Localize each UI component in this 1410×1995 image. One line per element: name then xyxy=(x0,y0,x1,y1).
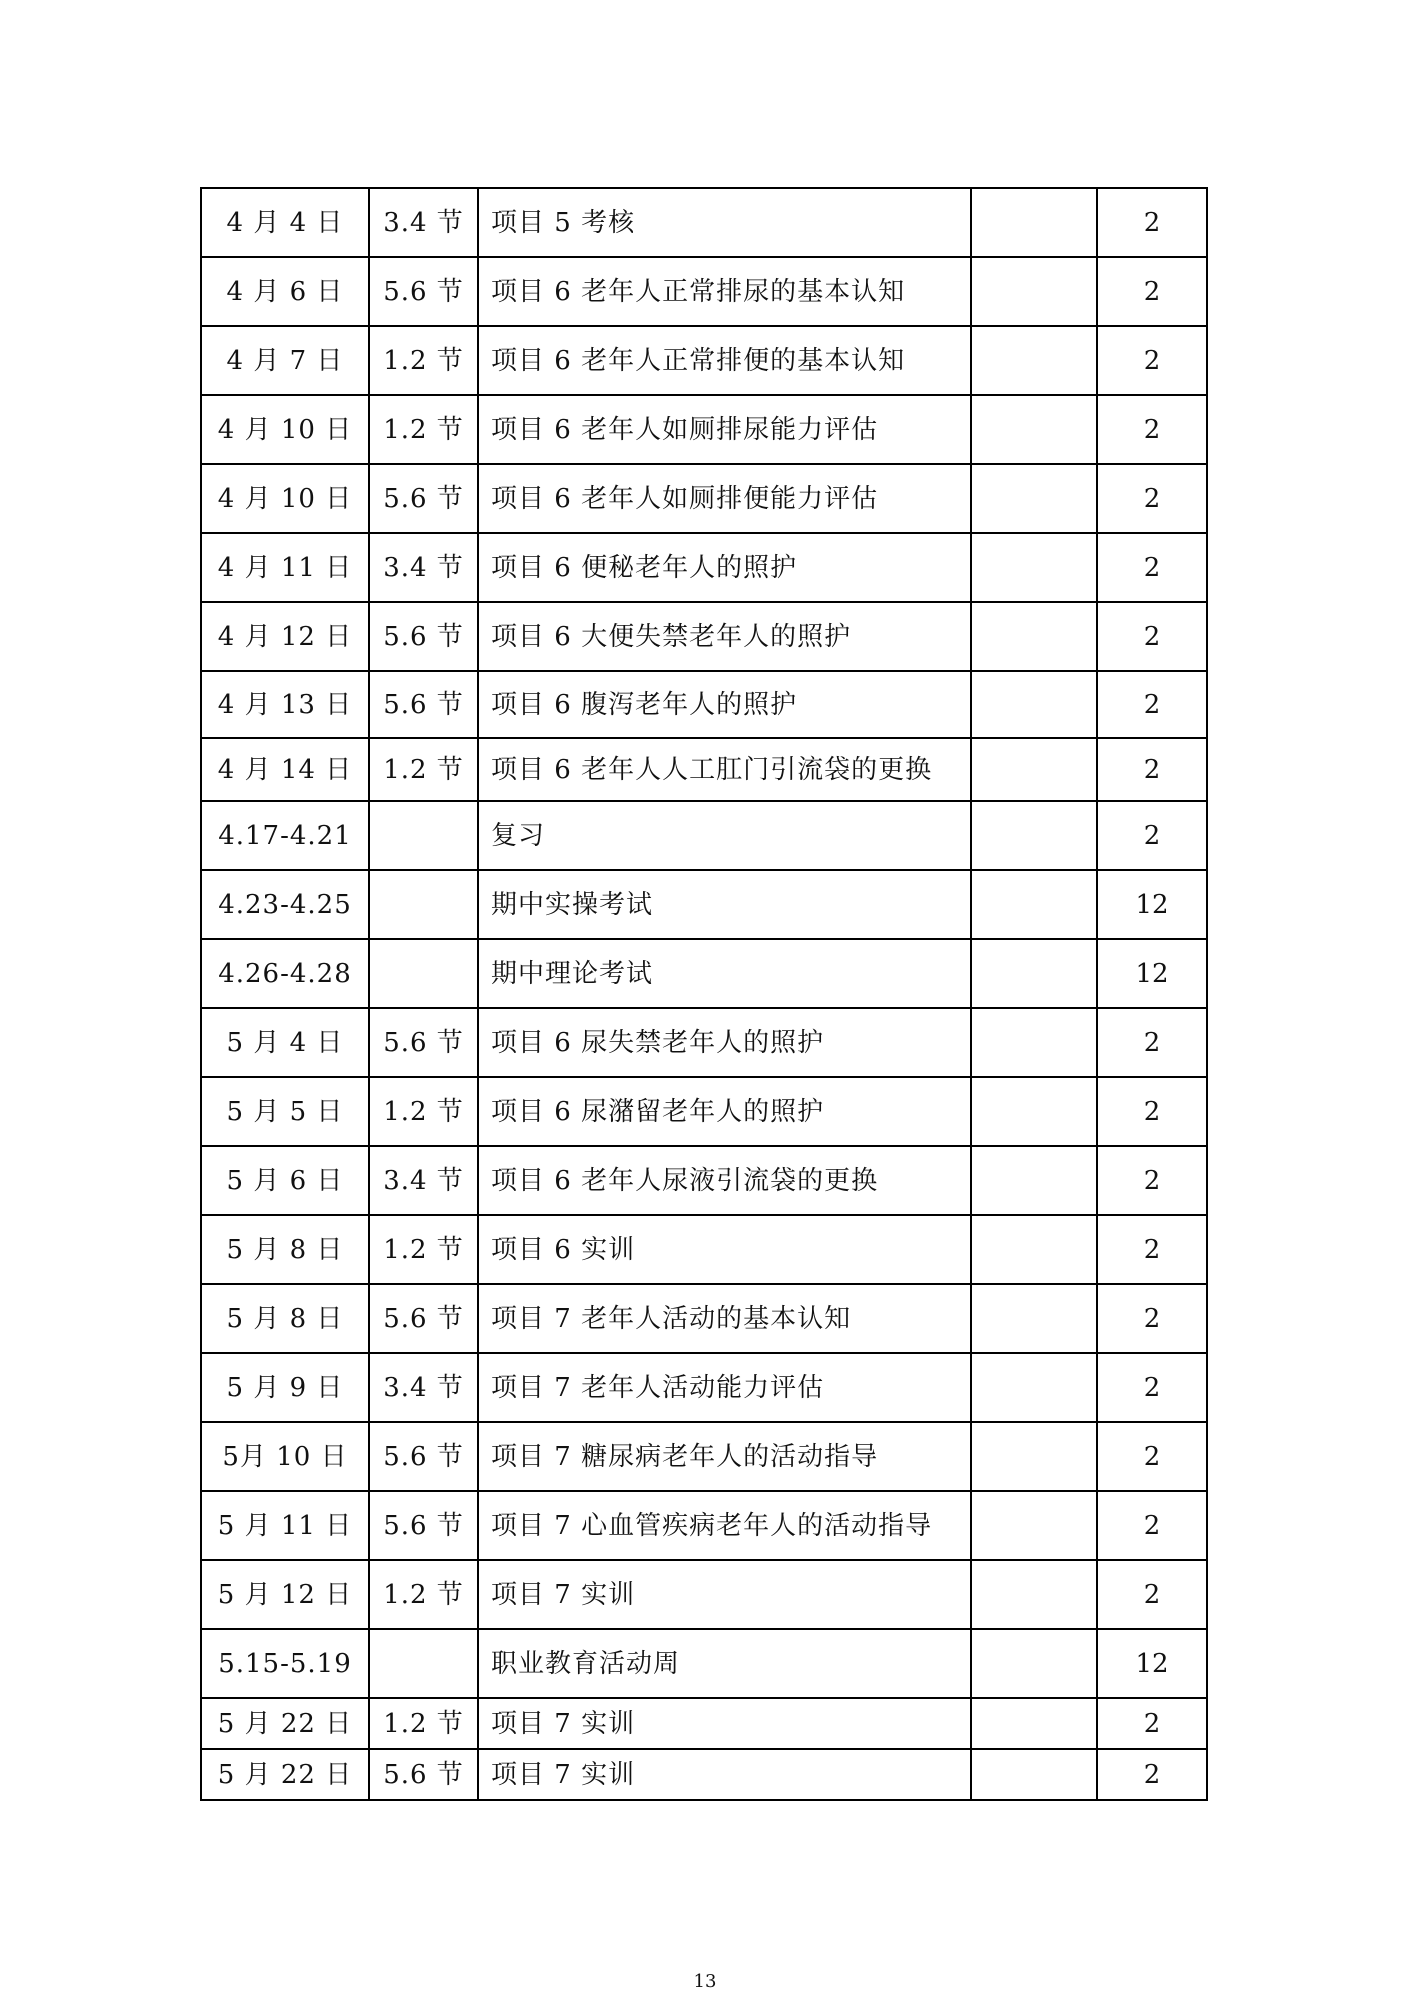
note-cell xyxy=(971,326,1097,395)
table-row xyxy=(201,1698,1207,1749)
content-cell: 项目 6 老年人人工肛门引流袋的更换 xyxy=(478,738,971,801)
note-cell xyxy=(971,533,1097,602)
period-cell: 5.6 节 xyxy=(369,602,478,671)
table-row xyxy=(201,1749,1207,1800)
period-cell: 1.2 节 xyxy=(369,1077,478,1146)
period-cell: 3.4 节 xyxy=(369,1353,478,1422)
content-cell: 项目 6 尿潴留老年人的照护 xyxy=(478,1077,971,1146)
content-cell: 项目 6 老年人如厕排便能力评估 xyxy=(478,464,971,533)
hours-cell: 2 xyxy=(1097,1560,1207,1629)
table-row xyxy=(201,1146,1207,1215)
hours-cell: 2 xyxy=(1097,1008,1207,1077)
table-row xyxy=(201,738,1207,801)
period-cell: 5.6 节 xyxy=(369,671,478,738)
content-cell: 职业教育活动周 xyxy=(478,1629,971,1698)
date-cell: 5 月 12 日 xyxy=(201,1560,369,1629)
date-cell: 4.26-4.28 xyxy=(201,939,369,1008)
period-cell: 5.6 节 xyxy=(369,1284,478,1353)
note-cell xyxy=(971,602,1097,671)
table-row xyxy=(201,533,1207,602)
hours-cell: 2 xyxy=(1097,257,1207,326)
note-cell xyxy=(971,1749,1097,1800)
content-cell: 项目 7 实训 xyxy=(478,1749,971,1800)
date-cell: 5 月 11 日 xyxy=(201,1491,369,1560)
content-cell: 项目 6 老年人如厕排尿能力评估 xyxy=(478,395,971,464)
period-cell: 1.2 节 xyxy=(369,1698,478,1749)
note-cell xyxy=(971,1215,1097,1284)
date-cell: 4 月 10 日 xyxy=(201,464,369,533)
note-cell xyxy=(971,257,1097,326)
hours-cell: 2 xyxy=(1097,1146,1207,1215)
period-cell: 5.6 节 xyxy=(369,1491,478,1560)
hours-cell: 2 xyxy=(1097,326,1207,395)
hours-cell: 12 xyxy=(1097,1629,1207,1698)
period-cell xyxy=(369,939,478,1008)
hours-cell: 2 xyxy=(1097,464,1207,533)
hours-cell: 2 xyxy=(1097,1077,1207,1146)
hours-cell: 2 xyxy=(1097,1353,1207,1422)
date-cell: 4 月 7 日 xyxy=(201,326,369,395)
date-cell: 4.23-4.25 xyxy=(201,870,369,939)
content-cell: 期中实操考试 xyxy=(478,870,971,939)
content-cell: 复习 xyxy=(478,801,971,870)
note-cell xyxy=(971,1422,1097,1491)
period-cell: 1.2 节 xyxy=(369,1560,478,1629)
note-cell xyxy=(971,801,1097,870)
period-cell xyxy=(369,1629,478,1698)
period-cell: 3.4 节 xyxy=(369,533,478,602)
date-cell: 4 月 14 日 xyxy=(201,738,369,801)
table-row xyxy=(201,870,1207,939)
date-cell: 5.15-5.19 xyxy=(201,1629,369,1698)
note-cell xyxy=(971,1146,1097,1215)
date-cell: 5 月 8 日 xyxy=(201,1215,369,1284)
date-cell: 5 月 5 日 xyxy=(201,1077,369,1146)
date-cell: 4.17-4.21 xyxy=(201,801,369,870)
date-cell: 5 月 4 日 xyxy=(201,1008,369,1077)
table-row xyxy=(201,1353,1207,1422)
table-row xyxy=(201,464,1207,533)
hours-cell: 2 xyxy=(1097,1749,1207,1800)
hours-cell: 2 xyxy=(1097,188,1207,257)
table-row xyxy=(201,801,1207,870)
content-cell: 项目 7 实训 xyxy=(478,1698,971,1749)
table-row xyxy=(201,257,1207,326)
hours-cell: 2 xyxy=(1097,1215,1207,1284)
table-row xyxy=(201,1491,1207,1560)
table-row xyxy=(201,671,1207,738)
table-row xyxy=(201,1215,1207,1284)
period-cell: 5.6 节 xyxy=(369,257,478,326)
note-cell xyxy=(971,1491,1097,1560)
period-cell: 5.6 节 xyxy=(369,1008,478,1077)
date-cell: 5 月 9 日 xyxy=(201,1353,369,1422)
content-cell: 项目 7 老年人活动的基本认知 xyxy=(478,1284,971,1353)
period-cell: 1.2 节 xyxy=(369,326,478,395)
note-cell xyxy=(971,939,1097,1008)
note-cell xyxy=(971,395,1097,464)
period-cell xyxy=(369,801,478,870)
note-cell xyxy=(971,1698,1097,1749)
schedule-body xyxy=(201,188,1207,1800)
hours-cell: 12 xyxy=(1097,870,1207,939)
period-cell: 1.2 节 xyxy=(369,738,478,801)
note-cell xyxy=(971,1560,1097,1629)
content-cell: 项目 6 实训 xyxy=(478,1215,971,1284)
table-row xyxy=(201,1560,1207,1629)
content-cell: 项目 7 糖尿病老年人的活动指导 xyxy=(478,1422,971,1491)
table-row xyxy=(201,1008,1207,1077)
table-row xyxy=(201,602,1207,671)
hours-cell: 2 xyxy=(1097,1491,1207,1560)
table-row xyxy=(201,1077,1207,1146)
hours-cell: 2 xyxy=(1097,738,1207,801)
content-cell: 期中理论考试 xyxy=(478,939,971,1008)
note-cell xyxy=(971,1353,1097,1422)
date-cell: 5 月 22 日 xyxy=(201,1698,369,1749)
note-cell xyxy=(971,870,1097,939)
hours-cell: 2 xyxy=(1097,602,1207,671)
table-row xyxy=(201,188,1207,257)
period-cell xyxy=(369,870,478,939)
hours-cell: 2 xyxy=(1097,533,1207,602)
content-cell: 项目 6 便秘老年人的照护 xyxy=(478,533,971,602)
period-cell: 5.6 节 xyxy=(369,464,478,533)
hours-cell: 2 xyxy=(1097,1422,1207,1491)
note-cell xyxy=(971,1284,1097,1353)
date-cell: 4 月 4 日 xyxy=(201,188,369,257)
content-cell: 项目 6 大便失禁老年人的照护 xyxy=(478,602,971,671)
note-cell xyxy=(971,188,1097,257)
note-cell xyxy=(971,671,1097,738)
table-row xyxy=(201,939,1207,1008)
table-row xyxy=(201,1284,1207,1353)
content-cell: 项目 7 老年人活动能力评估 xyxy=(478,1353,971,1422)
date-cell: 5 月 6 日 xyxy=(201,1146,369,1215)
note-cell xyxy=(971,1008,1097,1077)
period-cell: 3.4 节 xyxy=(369,1146,478,1215)
hours-cell: 2 xyxy=(1097,801,1207,870)
table-row xyxy=(201,1422,1207,1491)
content-cell: 项目 5 考核 xyxy=(478,188,971,257)
hours-cell: 2 xyxy=(1097,671,1207,738)
content-cell: 项目 6 腹泻老年人的照护 xyxy=(478,671,971,738)
period-cell: 1.2 节 xyxy=(369,395,478,464)
hours-cell: 2 xyxy=(1097,1698,1207,1749)
date-cell: 5月 10 日 xyxy=(201,1422,369,1491)
date-cell: 4 月 13 日 xyxy=(201,671,369,738)
note-cell xyxy=(971,1629,1097,1698)
date-cell: 5 月 22 日 xyxy=(201,1749,369,1800)
content-cell: 项目 7 心血管疾病老年人的活动指导 xyxy=(478,1491,971,1560)
page-number: 13 xyxy=(693,1971,717,1992)
note-cell xyxy=(971,738,1097,801)
content-cell: 项目 6 老年人正常排尿的基本认知 xyxy=(478,257,971,326)
schedule-table xyxy=(200,187,1208,1801)
hours-cell: 2 xyxy=(1097,395,1207,464)
table-row xyxy=(201,395,1207,464)
note-cell xyxy=(971,464,1097,533)
table-row xyxy=(201,326,1207,395)
date-cell: 4 月 6 日 xyxy=(201,257,369,326)
date-cell: 5 月 8 日 xyxy=(201,1284,369,1353)
note-cell xyxy=(971,1077,1097,1146)
content-cell: 项目 6 尿失禁老年人的照护 xyxy=(478,1008,971,1077)
content-cell: 项目 6 老年人正常排便的基本认知 xyxy=(478,326,971,395)
date-cell: 4 月 12 日 xyxy=(201,602,369,671)
hours-cell: 2 xyxy=(1097,1284,1207,1353)
period-cell: 5.6 节 xyxy=(369,1749,478,1800)
content-cell: 项目 6 老年人尿液引流袋的更换 xyxy=(478,1146,971,1215)
content-cell: 项目 7 实训 xyxy=(478,1560,971,1629)
period-cell: 1.2 节 xyxy=(369,1215,478,1284)
period-cell: 5.6 节 xyxy=(369,1422,478,1491)
date-cell: 4 月 10 日 xyxy=(201,395,369,464)
date-cell: 4 月 11 日 xyxy=(201,533,369,602)
period-cell: 3.4 节 xyxy=(369,188,478,257)
hours-cell: 12 xyxy=(1097,939,1207,1008)
table-row xyxy=(201,1629,1207,1698)
